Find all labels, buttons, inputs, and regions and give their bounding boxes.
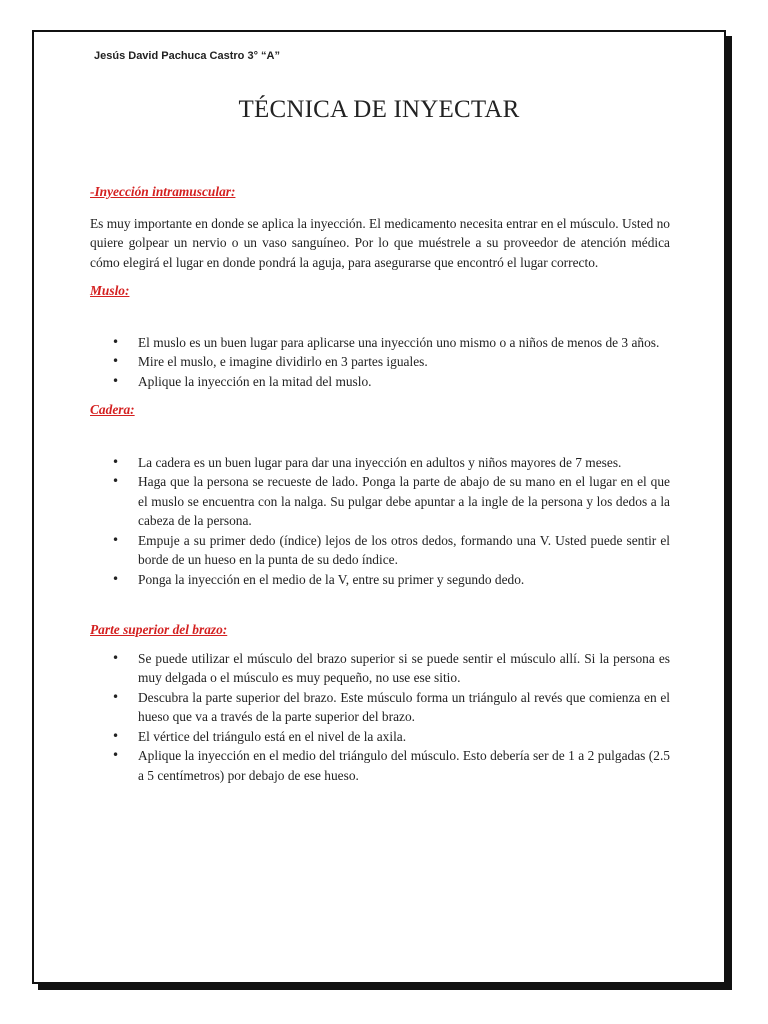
document-body <box>90 182 670 785</box>
list-item: • El vértice del triángulo está en el nivel de la axila. <box>138 727 670 747</box>
bullet-list <box>90 333 670 392</box>
list-item: • La cadera es un buen lugar para dar una inyección en adultos y niños mayores de 7 meses. <box>138 453 670 473</box>
section-intramuscular <box>90 182 670 272</box>
document-page <box>32 30 726 984</box>
section-paragraph: Es muy importante en donde se aplica la inyección. El medicamento necesita entrar en el músculo. Usted no quiere golpear un nervio o un vaso sanguíneo. Por lo que muéstrele a su proveedor de atención médica cómo elegirá el lugar en donde pondrá la aguja, para asegurarse que encontró el lugar correcto. <box>90 215 670 270</box>
section-heading: Muslo: <box>90 283 130 298</box>
list-item: • Mire el muslo, e imagine dividirlo en 3 partes iguales. <box>138 352 670 372</box>
section-brazo <box>90 620 670 785</box>
section-heading: Parte superior del brazo: <box>90 622 228 637</box>
list-item: • El muslo es un buen lugar para aplicarse una inyección uno mismo o a niños de menos de 3 años. <box>138 333 670 353</box>
list-item: • Se puede utilizar el músculo del brazo superior si se puede sentir el músculo allí. Si la persona es muy delgada o el músculo es muy pequeño, no use ese sitio. <box>138 649 670 688</box>
section-cadera <box>90 400 670 589</box>
list-item: • Ponga la inyección en el medio de la V, entre su primer y segundo dedo. <box>138 570 670 590</box>
list-item: • Aplique la inyección en el medio del triángulo del músculo. Esto debería ser de 1 a 2 pulgadas (2.5 a 5 centímetros) por debajo de ese hueso. <box>138 746 670 785</box>
document-title: TÉCNICA DE INYECTAR <box>238 96 520 123</box>
author-line: Jesús David Pachuca Castro 3° “A” <box>94 50 280 62</box>
section-heading: Cadera: <box>90 402 135 417</box>
bullet-list <box>90 649 670 786</box>
list-item: • Descubra la parte superior del brazo. Este músculo forma un triángulo al revés que comienza en el hueso que va a través de la parte superior del brazo. <box>138 688 670 727</box>
list-item: • Haga que la persona se recueste de lado. Ponga la parte de abajo de su mano en el lugar en el que el muslo se encuentra con la nalga. Su pulgar debe apuntar a la ingle de la persona y los dedos a la cabeza de la persona. <box>138 472 670 531</box>
section-muslo <box>90 281 670 391</box>
section-heading: -Inyección intramuscular: <box>90 184 236 199</box>
list-item: • Empuje a su primer dedo (índice) lejos de los otros dedos, formando una V. Usted puede sentir el borde de un hueso en la punta de su dedo índice. <box>138 531 670 570</box>
list-item: • Aplique la inyección en la mitad del muslo. <box>138 372 670 392</box>
bullet-list <box>90 453 670 590</box>
